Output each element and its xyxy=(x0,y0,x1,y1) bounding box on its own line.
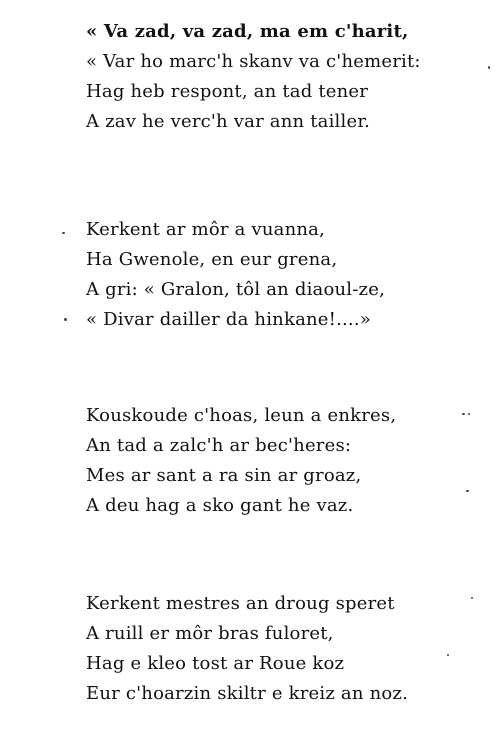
verse-line: Hag heb respont, an tad tener xyxy=(86,81,369,102)
print-speck xyxy=(64,318,67,321)
print-speck xyxy=(488,66,490,69)
verse-line: An tad a zalc'h ar bec'heres: xyxy=(86,435,352,456)
verse-line: Hag e kleo tost ar Roue koz xyxy=(86,653,345,674)
stanza-2 xyxy=(86,215,486,335)
verse-line: « Var ho marc'h skanv va c'hemerit: xyxy=(86,51,421,72)
verse-line: A ruill er môr bras fuloret, xyxy=(86,623,334,644)
verse-line: « Divar dailler da hinkane!....» xyxy=(86,309,371,330)
verse-line: A zav he verc'h var ann tailler. xyxy=(86,111,371,132)
verse-line: « Va zad, va zad, ma em c'harit, xyxy=(86,21,409,42)
print-speck xyxy=(447,654,449,656)
stanza-4 xyxy=(86,589,486,709)
verse-line: Kerkent ar môr a vuanna, xyxy=(86,219,326,240)
print-speck xyxy=(62,232,65,234)
verse-line: A gri: « Gralon, tôl an diaoul-ze, xyxy=(86,279,386,300)
print-speck xyxy=(462,413,465,415)
print-speck xyxy=(471,597,473,599)
stanza-3 xyxy=(86,401,486,521)
verse-line: A deu hag a sko gant he vaz. xyxy=(86,495,354,516)
verse-line: Kouskoude c'hoas, leun a enkres, xyxy=(86,405,397,426)
verse-line: Ha Gwenole, en eur grena, xyxy=(86,249,338,270)
print-speck xyxy=(468,413,470,415)
print-speck xyxy=(466,490,469,492)
verse-line: Kerkent mestres an droug speret xyxy=(86,593,395,614)
stanza-1 xyxy=(86,17,486,137)
verse-line: Mes ar sant a ra sin ar groaz, xyxy=(86,465,362,486)
verse-line: Eur c'hoarzin skiltr e kreiz an noz. xyxy=(86,683,409,704)
